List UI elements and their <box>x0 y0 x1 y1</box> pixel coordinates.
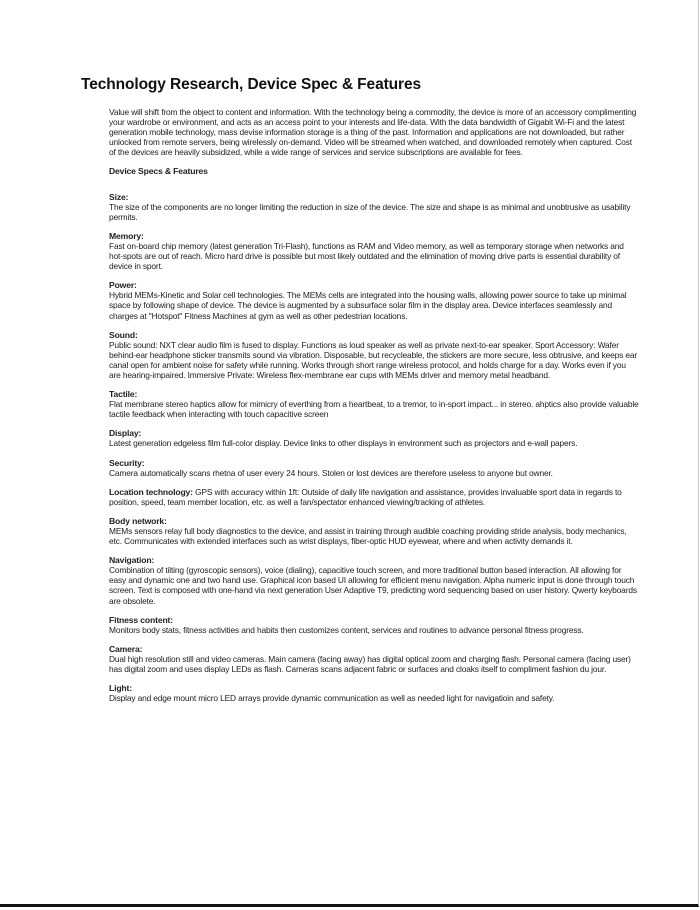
spec-memory <box>109 231 639 271</box>
spec-power <box>109 280 639 320</box>
spec-body: Dual high resolution still and video cameras. Main camera (facing away) has digital optical zoom and charging flash. Personal camera (facing user) has digital zoom and uses display LEDs as flash. Cameras scans adjacent fabric or surfaces and cloaks itself to compliment fashion du jour. <box>109 653 631 675</box>
spec-location-technology <box>109 487 639 507</box>
spec-security <box>109 458 639 478</box>
spec-body: Hybrid MEMs-Kinetic and Solar cell technologies. The MEMs cells are integrated into the housing walls, allowing power source to take up minimal space by following shape of device. The device is augmented by a subsurface solar film in the display area. Device interfaces seamlessly and charges at "Hotspot" Fitness Machines at gym as well as other pedestrian locations. <box>109 290 627 321</box>
spec-body: Display and edge mount micro LED arrays provide dynamic communication as well as needed light for navigatioin and safety. <box>109 693 555 704</box>
spec-heading: Navigation: <box>109 555 155 566</box>
spec-body: Monitors body stats, fitness activities and habits then customizes content, services and routines to advance personal fitness progress. <box>109 624 584 635</box>
spec-body: MEMs sensors relay full body diagnostics to the device, and assist in training through audible coaching providing stride analysis, body mechanics, etc. Communicates with extended interfaces such as wrist displays, fiber-optic HUD eyewear, where and when activity demands it. <box>109 526 627 547</box>
spec-camera <box>109 644 639 674</box>
spec-heading: Size: <box>109 191 129 202</box>
spec-body: Public sound: NXT clear audio film is fused to display. Functions as loud speaker as well as private next-to-ear speaker. Sport Accessory: Wafer behind-ear headphone sticker transmits sound via vibration. Disposable, but recycleable, the stickers are more secure, less obtrusive, and keeps ear canal open for ambient noise for safety while running. Works through short range wireless protocol, and holds charge for a day. Works even if you are hearing-impaired. Immersive Private: Wireless flex-membrane ear cups with MEMs driver and memory metal headband. <box>109 339 638 380</box>
spec-heading: Tactile: <box>109 389 138 400</box>
spec-body: GPS with accuracy within 1ft: Outside of daily life navigation and assistance, provides invaluable sport data in regards to position, speed, team member location, etc. as well a fan/spectator enhanced viewing/tracking of athletes. <box>109 486 622 507</box>
spec-fitness-content <box>109 615 639 635</box>
spec-display <box>109 428 639 448</box>
spec-heading: Body network: <box>109 515 167 526</box>
spec-heading: Camera: <box>109 643 143 654</box>
spec-heading: Display: <box>109 428 142 439</box>
spec-heading: Sound: <box>109 329 138 340</box>
spec-body: The size of the components are no longer limiting the reduction in size of the device. The size and shape is as minimal and unobtrusive as usability permits. <box>109 201 631 222</box>
spec-light <box>109 683 639 703</box>
spec-tactile <box>109 389 639 419</box>
spec-navigation <box>109 555 639 605</box>
page-title: Technology Research, Device Spec & Features <box>81 76 421 93</box>
intro-paragraph: Value will shift from the object to content and information. With the technology being a commodity, the device is more of an accessory complimenting your wardrobe or environment, and acts as an access point to your interests and life-data. With the data bandwidth of Gigabit Wi-Fi and the latest generation mobile technology, mass devise information storage is a thing of the past. Information and applications are not downloaded, but rather unlocked from remote servers, being wirelessly on-demand. Video will be streamed when watched, and downloaded remotely when captured. Cost of the devices are heavily subsidized, while a wide range of services and service subscriptions are available for fees. <box>109 107 637 158</box>
spec-body: Combination of tilting (gyroscopic sensors), voice (dialing), capacitive touch screen, and more traditional button based interaction. All allowing for easy and dynamic one and two hand use. Graphical icon based UI allowing for efficient menu navigation. Alpha numeric input is done through touch screen. Text is composed with one-hand via next generation User Adaptive T9, predicting word sequencing based on user history. Qwerty keyboards are obsolete. <box>109 565 637 606</box>
spec-heading: Power: <box>109 280 137 291</box>
section-subheading: Device Specs & Features <box>109 166 208 177</box>
spec-body-network <box>109 516 639 546</box>
spec-heading: Security: <box>109 457 145 468</box>
spec-sound <box>109 330 639 380</box>
spec-heading: Location technology: <box>109 486 193 497</box>
spec-heading: Light: <box>109 683 132 694</box>
spec-body: Latest generation edgeless film full-color display. Device links to other displays in environment such as projectors and e-wall papers. <box>109 438 578 449</box>
spec-body: Flat membrane stereo haptics allow for mimicry of everthing from a heartbeat, to a tremor, to in-sport impact... in stereo. ahptics also provide valuable tactile feedback when interacting with touch capacitive screen <box>109 399 639 420</box>
spec-body: Fast on-board chip memory (latest generation Tri-Flash), functions as RAM and Video memory, as well as temporary storage when networks and hot-spots are out of reach. Micro hard drive is possible but most likely outdated and the elimination of moving drive parts is essential durability of device in sport. <box>109 240 624 272</box>
spec-size <box>109 192 639 222</box>
spec-heading: Memory: <box>109 230 144 241</box>
spec-body: Camera automatically scans rhetna of user every 24 hours. Stolen or lost devices are therefore useless to anyone but owner. <box>109 467 553 478</box>
spec-heading: Fitness content: <box>109 614 173 625</box>
document-body <box>109 107 639 712</box>
